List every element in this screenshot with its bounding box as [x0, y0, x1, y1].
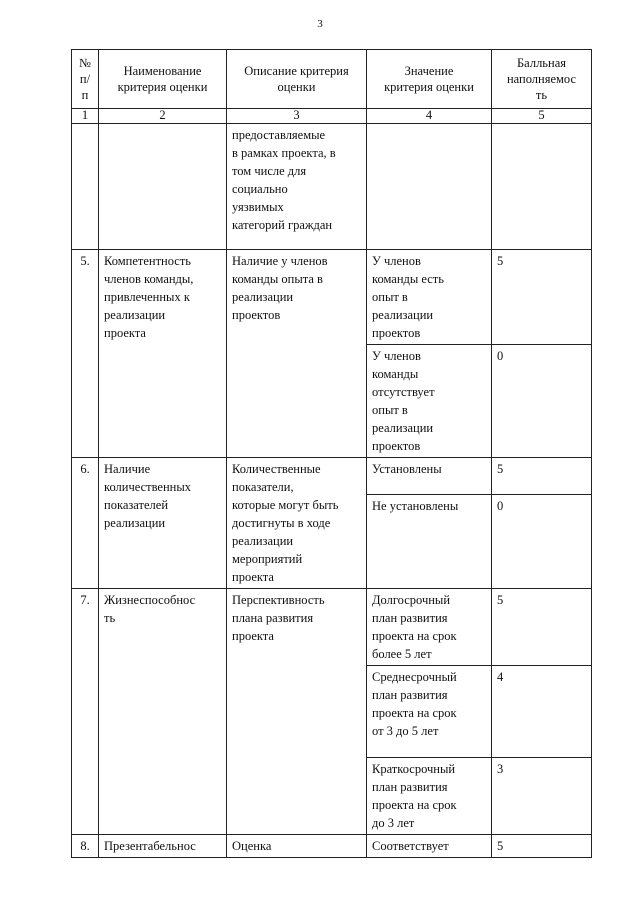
criterion-value-cell: Среднесрочный план развития проекта на срок от 3 до 5 лет: [367, 666, 492, 758]
page-number: 3: [317, 18, 323, 30]
table-row-continuation: [72, 124, 592, 250]
row-number-cell: [72, 124, 99, 250]
column-number: 5: [492, 109, 592, 124]
criterion-value-cell: Долгосрочный план развития проекта на срок более 5 лет: [367, 589, 492, 666]
criterion-score-cell: 4: [492, 666, 592, 758]
criterion-value-cell: Не установлены: [367, 494, 492, 588]
criterion-value-cell: У членов команды отсутствует опыт в реализации проектов: [367, 345, 492, 458]
criteria-table: [71, 49, 592, 858]
table-row-7: [72, 589, 592, 666]
header-score: Балльная наполняемос ть: [492, 50, 592, 109]
criterion-score-cell: [492, 124, 592, 250]
table-row-6: [72, 458, 592, 495]
column-number: 1: [72, 109, 99, 124]
column-number: 4: [367, 109, 492, 124]
row-number-cell: 5.: [72, 250, 99, 458]
row-number-cell: 7.: [72, 589, 99, 835]
row-number-cell: 8.: [72, 835, 99, 858]
criterion-name-cell: Жизнеспособнос ть: [99, 589, 227, 835]
header-description: Описание критерия оценки: [227, 50, 367, 109]
criterion-score-cell: 5: [492, 589, 592, 666]
header-value: Значение критерия оценки: [367, 50, 492, 109]
criterion-value-cell: Краткосрочный план развития проекта на срок до 3 лет: [367, 758, 492, 835]
criterion-value-cell: Соответствует: [367, 835, 492, 858]
column-numbers-row: [72, 109, 592, 124]
criterion-description-cell: Количественные показатели, которые могут быть достигнуты в ходе реализации мероприятий проекта: [227, 458, 367, 589]
criterion-name-cell: Наличие количественных показателей реализации: [99, 458, 227, 589]
criterion-value-cell: Установлены: [367, 458, 492, 495]
table-row-8: [72, 835, 592, 858]
criterion-description-cell: предоставляемые в рамках проекта, в том числе для социально уязвимых категорий граждан: [227, 124, 367, 250]
criterion-score-cell: 5: [492, 458, 592, 495]
criterion-score-cell: 5: [492, 250, 592, 345]
criterion-name-cell: [99, 124, 227, 250]
criterion-score-cell: 3: [492, 758, 592, 835]
criterion-value-cell: [367, 124, 492, 250]
header-name: Наименование критерия оценки: [99, 50, 227, 109]
criterion-value-cell: У членов команды есть опыт в реализации проектов: [367, 250, 492, 345]
criterion-description-cell: Перспективность плана развития проекта: [227, 589, 367, 835]
criterion-score-cell: 0: [492, 345, 592, 458]
criterion-score-cell: 0: [492, 494, 592, 588]
table-row-5: [72, 250, 592, 345]
column-number: 3: [227, 109, 367, 124]
row-number-cell: 6.: [72, 458, 99, 589]
criterion-description-cell: Наличие у членов команды опыта в реализации проектов: [227, 250, 367, 458]
header-row: [72, 50, 592, 109]
criterion-score-cell: 5: [492, 835, 592, 858]
criterion-description-cell: Оценка: [227, 835, 367, 858]
header-number: № п/ п: [72, 50, 99, 109]
criterion-name-cell: Презентабельнос: [99, 835, 227, 858]
criterion-name-cell: Компетентность членов команды, привлеченных к реализации проекта: [99, 250, 227, 458]
column-number: 2: [99, 109, 227, 124]
